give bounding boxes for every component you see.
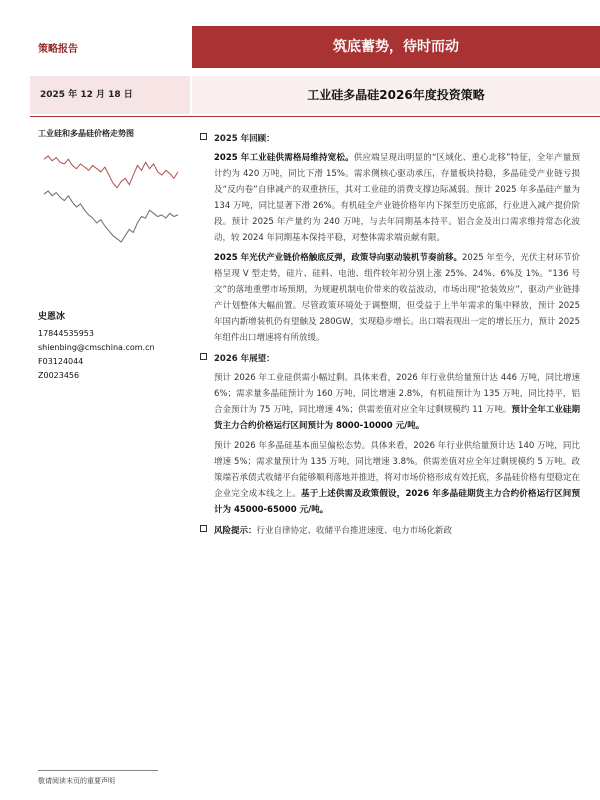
report-banner: 筑底蓄势，待时而动	[192, 26, 600, 68]
author-phone: 17844535953	[38, 329, 94, 338]
risk-text: 行业自律协定、收储平台推进速度、电力市场化新政	[256, 526, 453, 536]
paragraph-review-2	[214, 250, 580, 346]
paragraph-conclusion: 预计全年工业硅期货主力合约价格运行区间预计为 8000-10000 元/吨。	[214, 405, 580, 431]
paragraph-review-1	[214, 150, 580, 246]
report-type: 策略报告	[38, 44, 78, 55]
section-review-title: 2025 年回顾：	[214, 134, 275, 144]
chart-title: 工业硅和多晶硅价格走势图	[38, 129, 134, 138]
author-license-2: Z0023456	[38, 371, 80, 380]
checkbox-bullet-icon	[200, 133, 207, 140]
report-date: 2025 年 12 月 18 日	[30, 76, 190, 114]
paragraph-body: 预计 2026 年多晶硅基本面呈偏松态势。具体来看，2026 年行业供给量预计达 140 万吨，同比增速 5%；需求量预计为 135 万吨，同比增速 3.8%。供需差值对应全年过剩规模约 5 万吨。政策端若承债式收储平台能够顺利落地并推进，将对市场价格形成有效托底，多晶硅价格有望稳定在企业完全成本线之上。	[214, 441, 580, 499]
paragraph-outlook-1	[214, 370, 580, 434]
report-title: 工业硅多晶硅2026年度投资策略	[192, 76, 600, 114]
author-email: shienbing@cmschina.com.cn	[38, 343, 155, 352]
main-content	[200, 126, 580, 536]
checkbox-bullet-icon	[200, 525, 207, 532]
paragraph-body: 预计 2026 年工业硅供需小幅过剩。具体来看，2026 年行业供给量预计达 446 万吨，同比增速 6%；需求量多晶硅预计为 160 万吨，同比增速 2.8%，有机硅预计为 135 万吨，同比持平，铝合金预计为 75 万吨，同比增速 4%；供需差值对应全年过剩规模约 11 万吨。	[214, 373, 580, 415]
price-series-line-1	[44, 191, 178, 242]
author-block	[38, 310, 155, 383]
section-outlook-title: 2026 年展望：	[214, 354, 275, 364]
section-review-heading	[200, 132, 580, 144]
price-trend-chart	[36, 140, 186, 258]
paragraph-conclusion: 基于上述供需及政策假设，2026 年多晶硅期货主力合约价格运行区间预计为 45000-65000 元/吨。	[214, 489, 580, 515]
checkbox-bullet-icon	[200, 353, 207, 360]
paragraph-lead: 2025 年光伏产业链价格触底反弹，政策导向驱动装机节奏前移。	[214, 253, 462, 263]
author-name: 史恩冰	[38, 312, 66, 322]
header-divider	[30, 116, 600, 117]
price-series-line-0	[44, 156, 178, 188]
paragraph-outlook-2	[214, 438, 580, 518]
footer-divider	[38, 770, 158, 771]
risk-warning	[200, 524, 580, 536]
paragraph-body: 2025 年至今，光伏主材环节价格呈现 V 型走势，硅片、硅料、电池、组件较年初分别上涨 25%、24%、6%及 1%。“136 号文”的落地重塑市场预期，为规避机制电价带来的收益波动，市场出现“抢装效应”，驱动产业链排产计划整体大幅前置。尽管政策环境处于调整期，但受益于上半年需求的集中释放，预计 2025 年国内新增装机仍有望触及 280GW，实现稳步增长。出口端表现出一定的增长压力，预计 2025 年组件出口增速将有所放缓。	[214, 253, 580, 343]
paragraph-body: 供应端呈现出明显的“区域化、重心北移”特征，全年产量预计约为 420 万吨，同比下滑 15%。需求侧核心驱动承压，存量板块持稳，多晶硅受产业链亏损及“反内卷”自律减产的双重挤压，其对工业硅的消费支撑边际减弱。预计 2025 年多晶硅产量为 134 万吨，同比显著下滑 26%。有机硅全产业链价格年内下探至历史底部，行业进入减产提价阶段。预计 2025 年产量约为 240 万吨，与去年同期基本持平。铝合金及出口需求维持常态化波动，较 2024 年同期基本保持平稳，对整体需求端贡献有限。	[214, 153, 580, 243]
author-license-1: F03124044	[38, 357, 84, 366]
paragraph-lead: 2025 年工业硅供需格局维持宽松。	[214, 153, 354, 163]
section-outlook-heading	[200, 352, 580, 364]
footer-note: 敬请阅读末页的重要声明	[38, 777, 115, 785]
risk-label: 风险提示：	[214, 526, 257, 536]
